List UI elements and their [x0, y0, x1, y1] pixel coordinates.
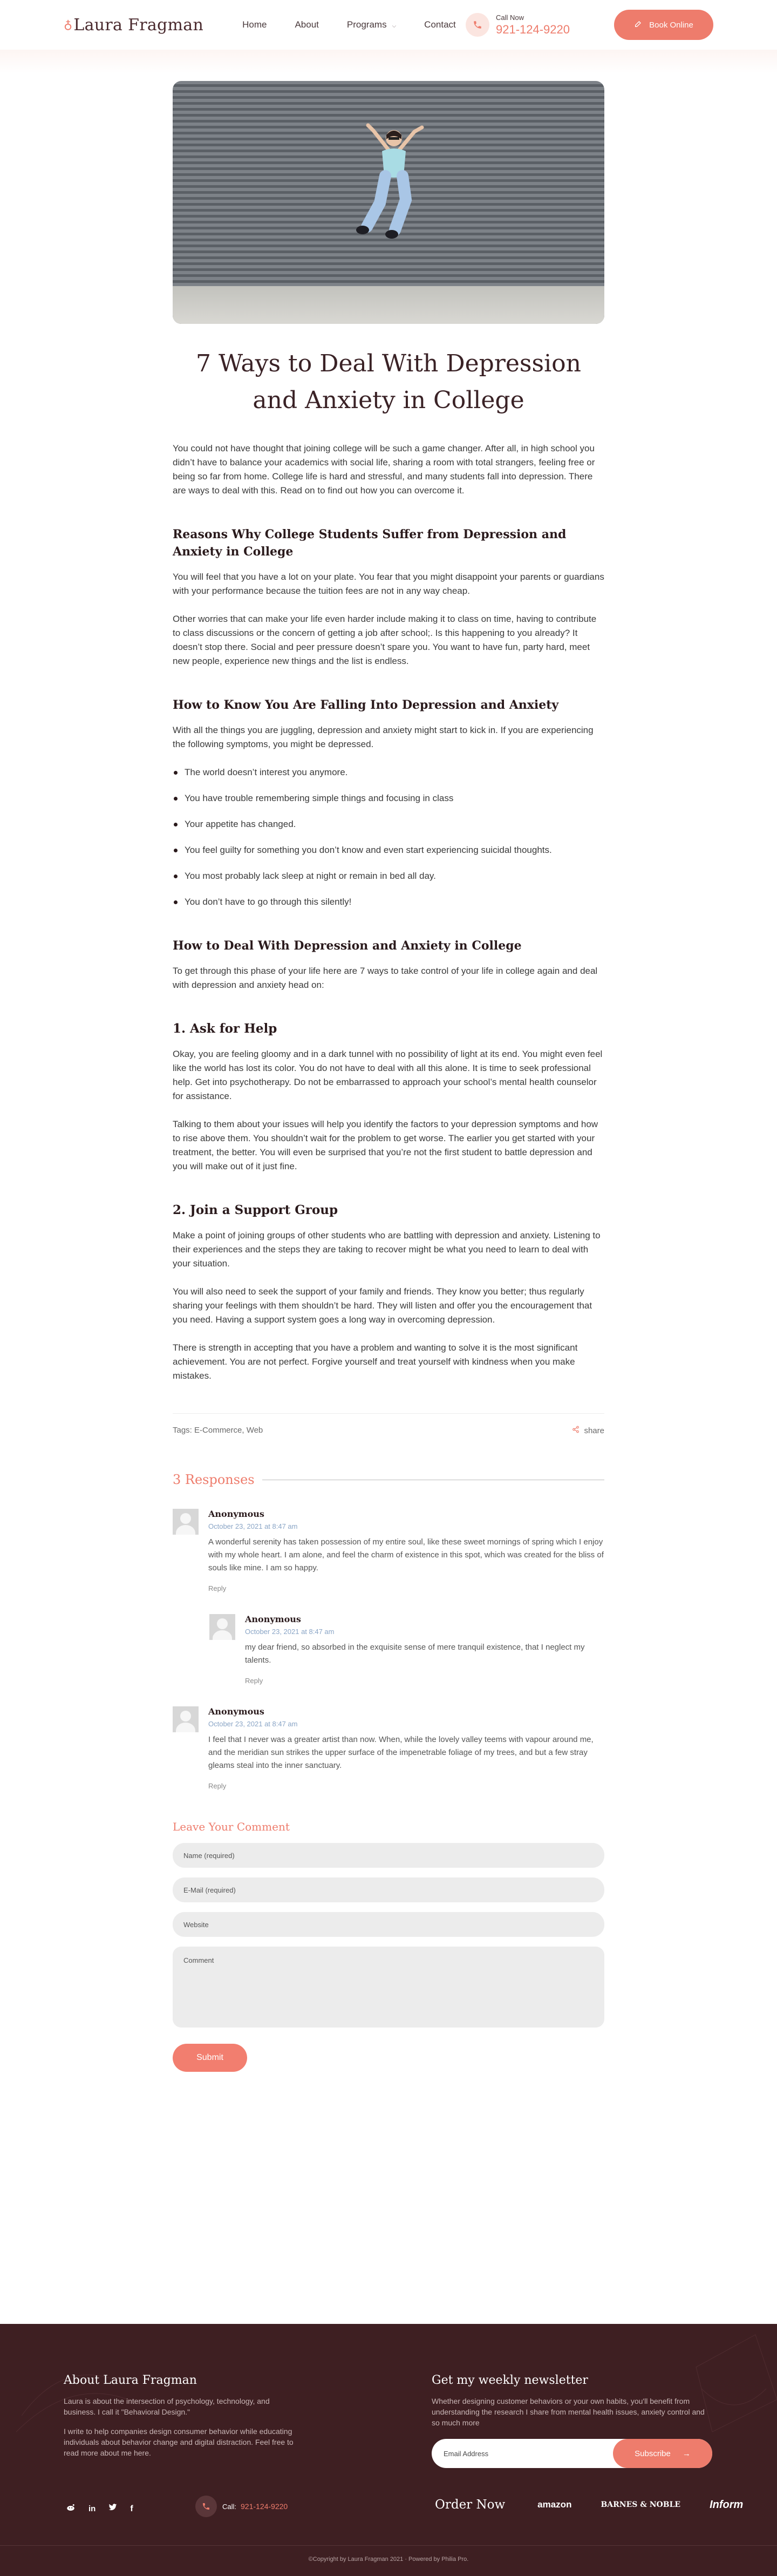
comment-author: Anonymous: [208, 1706, 264, 1717]
chevron-down-icon: ⌵: [392, 23, 397, 29]
comment-author: Anonymous: [245, 1614, 301, 1624]
list-item: You feel guilty for something you don’t know and even start experiencing suicidal thoughts.: [173, 843, 604, 857]
paragraph: Make a point of joining groups of other students who are battling with depression and anxiety. Listening to their experiences and the steps they are taking to recover might be what you need to learn to deal with your situation.: [173, 1230, 601, 1269]
comment-text: I feel that I never was a greater artist than now. When, while the lovely valley teems with vapour around me, and the meridian sun strikes the upper surface of the impenetrable foliage of my trees, and but a few stray gleams steal into the inner sanctuary.: [208, 1735, 594, 1770]
footer-newsletter: [432, 2374, 712, 2468]
share-icon: [572, 1426, 580, 1435]
book-online-label: Book Online: [649, 20, 693, 30]
responses-heading: [173, 1472, 604, 1487]
name-field-placeholder: Name (required): [183, 1851, 235, 1860]
newsletter-email-input[interactable]: [432, 2439, 712, 2468]
submit-button[interactable]: Submit: [173, 2044, 247, 2072]
section-heading-reasons: Reasons Why College Students Suffer from Depression and Anxiety in College: [173, 527, 567, 559]
site-header: [0, 0, 777, 50]
phone-icon: [466, 13, 489, 37]
article-title-line-1: 7 Ways to Deal With Depression: [196, 350, 581, 377]
facebook-icon[interactable]: f: [130, 2504, 133, 2513]
section-heading-symptoms: How to Know You Are Falling Into Depression and Anxiety: [173, 698, 559, 712]
intro-paragraph: You could not have thought that joining college will be such a game changer. After all, in high school you didn’t have to balance your academics with social life, sharing a room with total strangers, feeling free or being so far from home. College life is hard and stressful, and many students fall into depression. There are ways to deal with this. Read on to find out how you can overcome it.: [173, 443, 595, 496]
leave-comment-heading: Leave Your Comment: [173, 1820, 290, 1833]
avatar: [173, 1706, 199, 1732]
avatar: [209, 1614, 235, 1640]
email-field[interactable]: [173, 1877, 604, 1902]
article-title-line-2: and Anxiety in College: [253, 387, 524, 414]
paragraph: There is strength in accepting that you have a problem and wanting to solve it is the most significant achievement. You are not perfect. Forgive yourself and treat yourself with kindness when you make mistakes.: [173, 1343, 578, 1381]
share-button[interactable]: [572, 1426, 604, 1435]
header-phone[interactable]: 921-124-9220: [495, 22, 570, 36]
copyright: ©Copyright by Laura Fragman 2021 · Powered by Philia Pro.: [308, 2556, 469, 2563]
logo-text: Laura Fragman: [73, 15, 204, 35]
list-item: You have trouble remembering simple things and focusing in class: [173, 791, 604, 805]
book-online-button[interactable]: [614, 10, 713, 40]
nav-item-contact[interactable]: Contact: [424, 19, 456, 30]
step-heading-support-group: 2. Join a Support Group: [173, 1203, 338, 1217]
call-label: Call Now: [495, 13, 524, 22]
social-links: [66, 2503, 133, 2514]
paragraph: With all the things you are juggling, depression and anxiety might start to kick in. If you are experiencing the following symptoms, you might be depressed.: [173, 725, 594, 749]
avatar: [173, 1509, 199, 1535]
comment-textarea[interactable]: [173, 1947, 604, 2028]
name-field[interactable]: [173, 1843, 604, 1868]
website-field[interactable]: [173, 1912, 604, 1937]
list-item: You most probably lack sleep at night or remain in bed all day.: [173, 869, 604, 883]
site-logo[interactable]: [64, 16, 203, 35]
article-title: [173, 345, 604, 419]
hero-image: [173, 81, 604, 324]
list-item: The world doesn’t interest you anymore.: [173, 765, 604, 779]
paragraph: Okay, you are feeling gloomy and in a dark tunnel with no possibility of light at its end. You might even feel like the world has lost its color. You do not have to deal with all this alone. It is time to seek professional help. Get into psychotherapy. Do not be embarrassed to approach your school’s mental health counselor for assistance.: [173, 1049, 603, 1101]
edit-icon: [634, 19, 643, 30]
comment-text: my dear friend, so absorbed in the exquisite sense of mere tranquil existence, that I neglect my talents.: [245, 1643, 585, 1665]
comment-date[interactable]: October 23, 2021 at 8:47 am: [208, 1720, 298, 1728]
website-field-placeholder: Website: [183, 1920, 209, 1929]
phone-icon: [195, 2496, 217, 2517]
email-field-placeholder: E-Mail (required): [183, 1886, 236, 1894]
linkedin-icon[interactable]: in: [88, 2504, 96, 2513]
jumping-woman-illustration: [173, 81, 604, 324]
footer-phone[interactable]: 921-124-9220: [241, 2502, 288, 2511]
symptoms-list: [173, 765, 604, 909]
nav-item-home[interactable]: Home: [242, 19, 267, 30]
comment: [173, 1706, 604, 1790]
article: [173, 81, 604, 2072]
paragraph: Talking to them about your issues will help you identify the factors to your depression symptoms and how to rise above them. You shouldn’t wait for the problem to get worse. The earlier you get started with your treatment, the better. You will even be surprised that you’re not the first student to battle depression and you will make out of it just fine.: [173, 1119, 598, 1171]
main-nav: [242, 19, 456, 30]
responses-count: 3 Responses: [173, 1472, 255, 1487]
amazon-logo[interactable]: amazon: [537, 2499, 572, 2510]
comment-date[interactable]: October 23, 2021 at 8:47 am: [245, 1628, 335, 1636]
newsletter-title: Get my weekly newsletter: [432, 2374, 588, 2387]
paragraph: You will feel that you have a lot on your plate. You fear that you might disappoint your parents or guardians with your performance because the tuition fees are not in any way cheap.: [173, 572, 604, 596]
share-label: share: [584, 1426, 604, 1435]
comment-reply: [209, 1614, 604, 1685]
paragraph: You will also need to seek the support of your family and friends. They know you better; thus regularly sharing your feelings with them shouldn’t be hard. They will listen and offer you the encouragement that you need. Having a support system goes a long way in overcoming depression.: [173, 1286, 592, 1325]
paragraph: To get through this phase of your life here are 7 ways to take control of your life in college again and deal with depression and anxiety head on:: [173, 966, 598, 990]
comment: [173, 1509, 604, 1592]
newsletter-email-placeholder: Email Address: [444, 2449, 489, 2458]
twitter-icon[interactable]: [108, 2504, 117, 2514]
reply-link[interactable]: Reply: [208, 1782, 227, 1790]
tags-row: [173, 1413, 604, 1435]
inform-logo[interactable]: Inform: [710, 2498, 744, 2511]
footer-about-text: Laura is about the intersection of psychology, technology, and business. I call it "Behavioral Design.": [64, 2397, 270, 2416]
list-item: Your appetite has changed.: [173, 817, 604, 831]
subscribe-button[interactable]: [613, 2439, 712, 2468]
tags-text[interactable]: Tags: E-Commerce, Web: [173, 1426, 263, 1435]
comment-date[interactable]: October 23, 2021 at 8:47 am: [208, 1522, 298, 1530]
footer-about-text-2: I write to help companies design consumer behavior while educating individuals about behavior change and digital distraction. Feel free to read more about me here.: [64, 2427, 294, 2457]
reply-link[interactable]: Reply: [245, 1677, 263, 1685]
comment-text: A wonderful serenity has taken possession of my entire soul, like these sweet mornings of spring which I enjoy with my whole heart. I am alone, and feel the charm of existence in this spot, which was created for the bliss of souls like mine. I am so happy.: [208, 1537, 604, 1572]
barnes-noble-logo[interactable]: BARNES & NOBLE: [601, 2500, 681, 2509]
footer-about-title: About Laura Fragman: [64, 2374, 197, 2387]
footer-call[interactable]: [195, 2496, 288, 2517]
divider: [0, 2545, 777, 2546]
header-band: [0, 50, 777, 73]
step-heading-ask-for-help: 1. Ask for Help: [173, 1021, 277, 1036]
newsletter-text: Whether designing customer behaviors or your own habits, you'll benefit from understanding the research I share from mental health issues, anxiety control and so much more: [432, 2397, 705, 2427]
call-text: [496, 13, 570, 37]
site-footer: [0, 2324, 777, 2576]
list-item: You don’t have to go through this silently!: [173, 895, 604, 909]
footer-call-label: Call:: [222, 2502, 237, 2511]
comment-author: Anonymous: [208, 1509, 264, 1519]
section-heading-how-to-deal: How to Deal With Depression and Anxiety in College: [173, 939, 522, 953]
order-now: [435, 2498, 772, 2512]
reply-link[interactable]: Reply: [208, 1584, 227, 1592]
paragraph: Other worries that can make your life even harder include making it to class on time, having to contribute to class discussions or the concern of getting a job after school;. Is this happening to you already? It doesn’t stop there. Social and peer pressure doesn’t spare you. You want to have fun, party hard, meet new people, experience new things and the list is endless.: [173, 614, 597, 666]
arrow-right-icon: →: [682, 2449, 691, 2458]
comment-textarea-placeholder: Comment: [183, 1956, 214, 1964]
call-now[interactable]: [466, 13, 570, 37]
nav-item-programs[interactable]: [347, 19, 396, 30]
nav-item-programs-label: Programs: [346, 19, 387, 30]
nav-item-about[interactable]: About: [295, 19, 319, 30]
reddit-icon[interactable]: [66, 2503, 76, 2514]
footer-about: [64, 2374, 301, 2458]
subscribe-label: Subscribe: [635, 2449, 671, 2458]
order-now-title: Order Now: [435, 2498, 506, 2512]
logo-mark-icon: ♁: [64, 18, 73, 32]
